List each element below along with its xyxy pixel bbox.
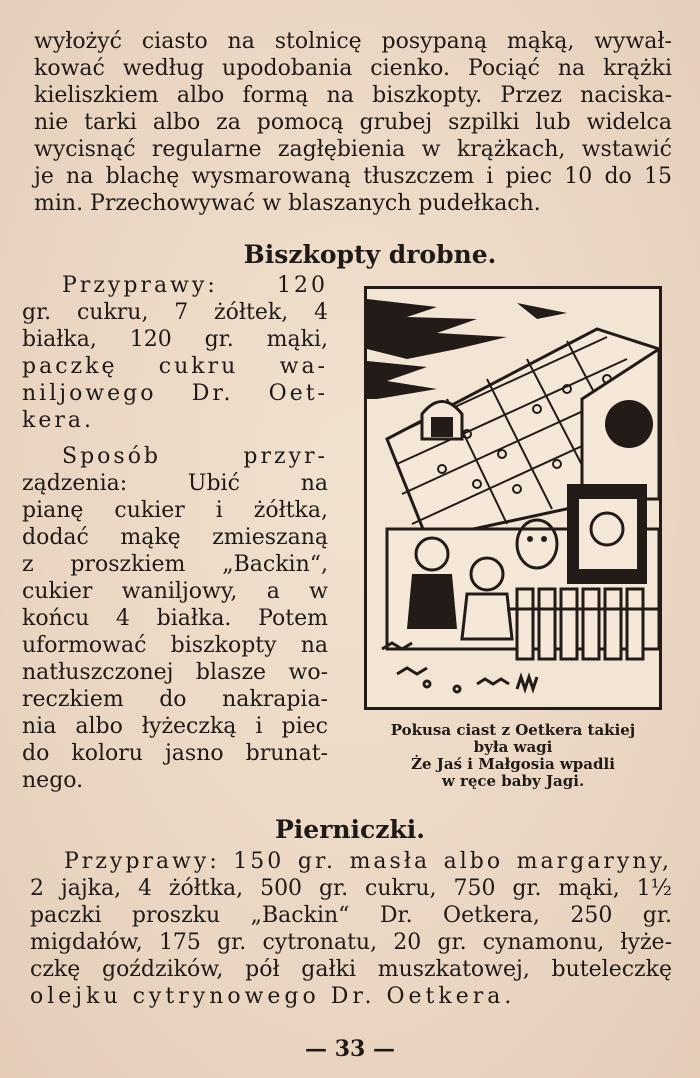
text-line: nego.: [22, 768, 84, 793]
illustration-caption: [350, 722, 676, 790]
text-line: cukier waniljowy, a w: [22, 579, 328, 604]
house-drawing: [367, 289, 659, 707]
text-line: gr. cukru, 7 żółtek, 4: [22, 300, 328, 325]
text-line: kować według upodobania cienko. Pociąć na krążki: [34, 56, 672, 81]
text-line: pianę cukier i żółtka,: [22, 498, 328, 523]
text-line: 2 jajka, 4 żółtka, 500 gr. cukru, 750 gr. mąki, 1½: [30, 876, 672, 901]
text-line: paczki proszku „Backin“ Dr. Oetkera, 250 gr.: [30, 903, 672, 928]
text-line: Sposób przyr-: [62, 444, 328, 469]
text-line: z proszkiem „Backin“,: [22, 552, 328, 577]
text-line: wycisnąć regularne zagłębienia w krążkach, wstawić: [34, 137, 672, 162]
text-line: dodać mąkę zmieszaną: [22, 525, 328, 550]
section-title-pierniczki: Pierniczki.: [275, 815, 425, 844]
text-line: nie tarki albo za pomocą grubej szpilki lub widelca: [34, 110, 672, 135]
text-line: białka, 120 gr. mąki,: [22, 327, 328, 352]
text-line: czkę goździków, pół gałki muszkatowej, buteleczkę: [30, 957, 672, 982]
text-line: paczkę cukru wa-: [22, 354, 328, 379]
text-line: kera.: [22, 408, 94, 433]
text-line: kieliszkiem albo formą na biszkopty. Przez naciska-: [34, 83, 672, 108]
caption-line: była wagi: [473, 738, 553, 756]
text-line: wyłożyć ciasto na stolnicę posypaną mąką, wywał-: [34, 29, 672, 54]
text-line: natłuszczonej blasze wo-: [22, 660, 328, 685]
ingredients-pierniczki: [30, 848, 672, 1010]
section-title-biszkopty: Biszkopty drobne.: [243, 240, 497, 269]
text-line: reczkiem do nakrapia-: [22, 687, 328, 712]
page-number: — 33 —: [305, 1036, 395, 1062]
text-line: do koloru jasno brunat-: [22, 741, 328, 766]
text-line: ządzenia: Ubić na: [22, 471, 328, 496]
text-line: min. Przechowywać w blaszanych pudełkach.: [34, 191, 541, 216]
caption-line: Że Jaś i Małgosia wpadli: [411, 755, 615, 773]
text-line: Przyprawy: 150 gr. masła albo margaryny,: [64, 849, 672, 874]
text-line: je na blachę wysmarowaną tłuszczem i piec 10 do 15: [34, 164, 672, 189]
text-line: niljowego Dr. Oet-: [22, 381, 328, 406]
caption-line: w ręce baby Jagi.: [441, 772, 585, 790]
text-line: uformować biszkopty na: [22, 633, 328, 658]
top-paragraph: [34, 28, 672, 217]
caption-line: Pokusa ciast z Oetkera takiej: [390, 721, 636, 739]
text-line: Przyprawy: 120: [62, 273, 328, 298]
text-line: końcu 4 białka. Potem: [22, 606, 328, 631]
text-line: olejku cytrynowego Dr. Oetkera.: [30, 984, 516, 1009]
method-biszkopty: [22, 443, 328, 794]
text-line: nia albo łyżeczką i piec: [22, 714, 328, 739]
gingerbread-house-illustration: [364, 286, 662, 710]
ingredients-biszkopty: [22, 272, 328, 434]
text-line: migdałów, 175 gr. cytronatu, 20 gr. cynamonu, łyże-: [30, 930, 672, 955]
